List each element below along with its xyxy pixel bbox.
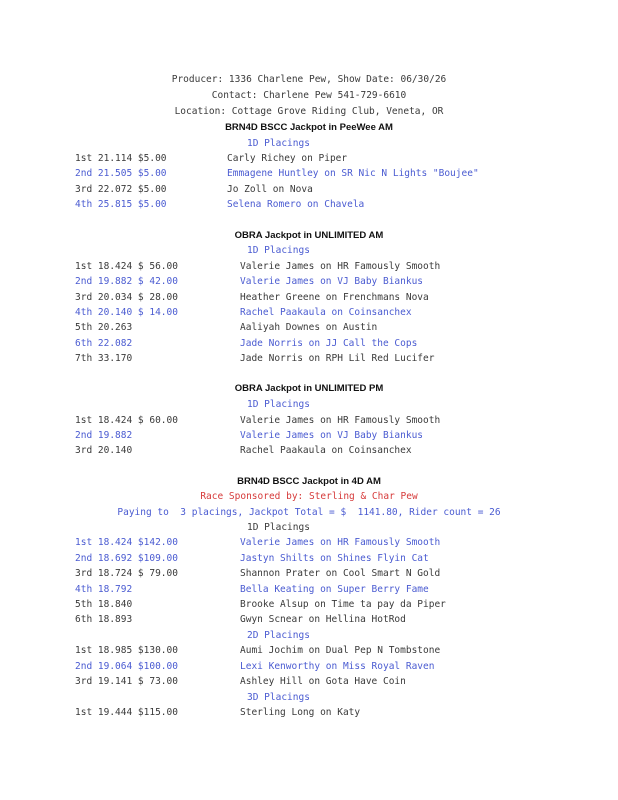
result-cell: 4th 20.140 $ 14.00 (75, 307, 178, 318)
placings-label: 2D Placings (247, 630, 310, 641)
result-cell: 1st 18.424 $142.00 (75, 537, 178, 548)
result-cell: 1st 19.444 $115.00 (75, 707, 178, 718)
rider-cell: Jastyn Shilts on Shines Flyin Cat (240, 553, 429, 564)
section-title: BRN4D BSCC Jackpot in 4D AM (237, 476, 381, 487)
rider-cell: Jade Norris on RPH Lil Red Lucifer (240, 353, 435, 364)
result-cell: 1st 18.985 $130.00 (75, 645, 178, 656)
contact-line: Contact: Charlene Pew 541-729-6610 (211, 90, 407, 101)
rider-cell: Jo Zoll on Nova (227, 184, 313, 195)
result-cell: 4th 25.815 $5.00 (75, 199, 167, 210)
rider-cell: Valerie James on HR Famously Smooth (240, 415, 441, 426)
rider-cell: Gwyn Scnear on Hellina HotRod (240, 614, 406, 625)
location-line: Location: Cottage Grove Riding Club, Veneta, OR (174, 106, 444, 117)
placings-label: 3D Placings (247, 692, 310, 703)
rider-cell: Valerie James on HR Famously Smooth (240, 261, 441, 272)
result-cell: 5th 18.840 (75, 599, 133, 610)
rider-cell: Rachel Paakaula on Coinsanchex (240, 445, 412, 456)
result-cell: 1st 18.424 $ 60.00 (75, 415, 178, 426)
section-title: OBRA Jackpot in UNLIMITED AM (234, 230, 384, 241)
result-cell: 3rd 20.034 $ 28.00 (75, 292, 178, 303)
placings-label: 1D Placings (247, 138, 310, 149)
result-cell: 2nd 19.882 (75, 430, 133, 441)
rider-cell: Valerie James on VJ Baby Biankus (240, 276, 424, 287)
rider-cell: Bella Keating on Super Berry Fame (240, 584, 429, 595)
rider-cell: Emmagene Huntley on SR Nic N Lights "Boujee" (227, 168, 479, 179)
rider-cell: Carly Richey on Piper (227, 153, 348, 164)
result-cell: 6th 22.082 (75, 338, 133, 349)
section-title: OBRA Jackpot in UNLIMITED PM (234, 383, 384, 394)
rider-cell: Sterling Long on Katy (240, 707, 361, 718)
rider-cell: Valerie James on HR Famously Smooth (240, 537, 441, 548)
result-cell: 2nd 18.692 $109.00 (75, 553, 178, 564)
placings-label: 1D Placings (247, 522, 310, 533)
result-cell: 2nd 19.064 $100.00 (75, 661, 178, 672)
section-title: BRN4D BSCC Jackpot in PeeWee AM (225, 122, 393, 133)
result-cell: 2nd 19.882 $ 42.00 (75, 276, 178, 287)
result-cell: 3rd 22.072 $5.00 (75, 184, 167, 195)
payout-summary: Paying to 3 placings, Jackpot Total = $ 1141.80, Rider count = 26 (117, 507, 501, 518)
rider-cell: Aaliyah Downes on Austin (240, 322, 378, 333)
rider-cell: Rachel Paakaula on Coinsanchex (240, 307, 412, 318)
result-cell: 4th 18.792 (75, 584, 133, 595)
result-cell: 1st 21.114 $5.00 (75, 153, 167, 164)
result-cell: 1st 18.424 $ 56.00 (75, 261, 178, 272)
placings-label: 1D Placings (247, 399, 310, 410)
producer-line: Producer: 1336 Charlene Pew, Show Date: 06/30/26 (171, 74, 447, 85)
rider-cell: Aumi Jochim on Dual Pep N Tombstone (240, 645, 441, 656)
result-cell: 7th 33.170 (75, 353, 133, 364)
sponsor-line: Race Sponsored by: Sterling & Char Pew (200, 491, 418, 502)
result-cell: 3rd 20.140 (75, 445, 133, 456)
rider-cell: Shannon Prater on Cool Smart N Gold (240, 568, 441, 579)
rider-cell: Jade Norris on JJ Call the Cops (240, 338, 418, 349)
result-cell: 3rd 19.141 $ 73.00 (75, 676, 178, 687)
rider-cell: Brooke Alsup on Time ta pay da Piper (240, 599, 446, 610)
result-cell: 3rd 18.724 $ 79.00 (75, 568, 178, 579)
rider-cell: Selena Romero on Chavela (227, 199, 365, 210)
rider-cell: Ashley Hill on Gota Have Coin (240, 676, 406, 687)
rider-cell: Valerie James on VJ Baby Biankus (240, 430, 424, 441)
rider-cell: Heather Greene on Frenchmans Nova (240, 292, 429, 303)
result-cell: 6th 18.893 (75, 614, 133, 625)
result-cell: 2nd 21.505 $5.00 (75, 168, 167, 179)
placings-label: 1D Placings (247, 245, 310, 256)
result-cell: 5th 20.263 (75, 322, 133, 333)
rider-cell: Lexi Kenworthy on Miss Royal Raven (240, 661, 435, 672)
